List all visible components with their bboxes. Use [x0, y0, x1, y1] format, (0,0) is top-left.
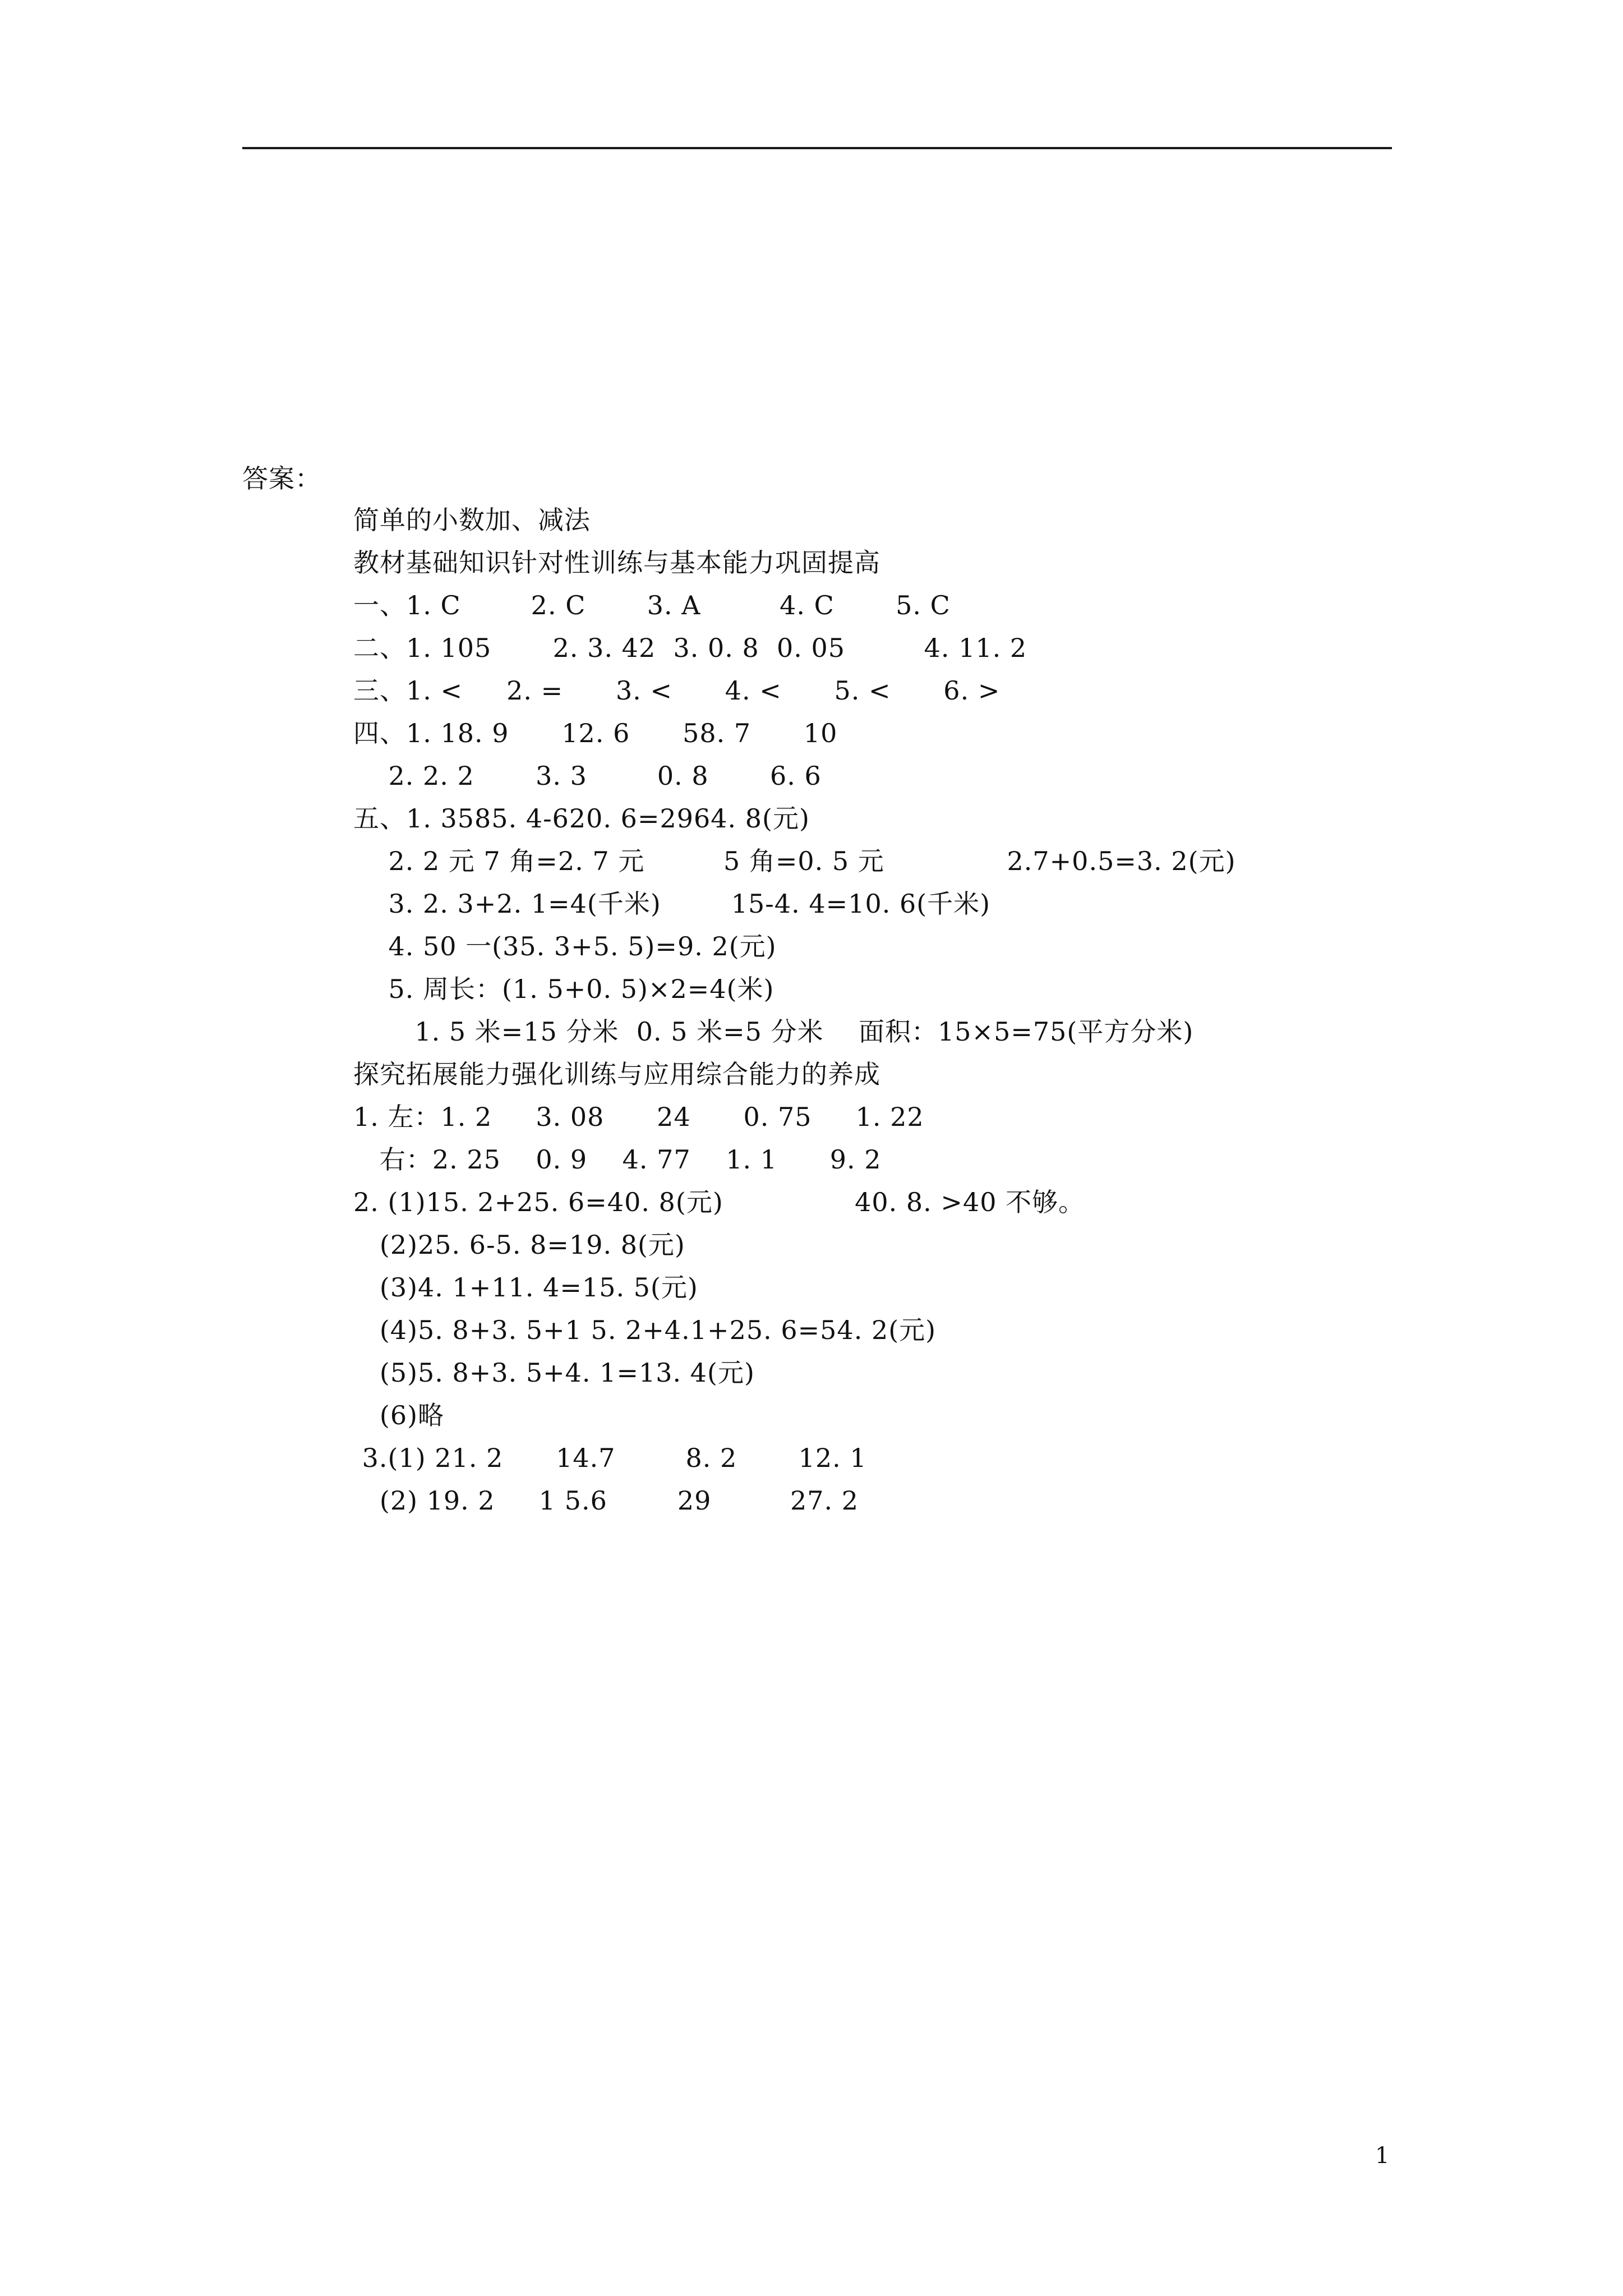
answer-line: 2. (1)15. 2+25. 6=40. 8(元) 40. 8. >40 不够。: [353, 1187, 1085, 1217]
answer-line: (5)5. 8+3. 5+4. 1=13. 4(元): [353, 1358, 755, 1388]
answer-line: 1. 左：1. 2 3. 08 24 0. 75 1. 22: [353, 1102, 924, 1132]
answer-line: 5. 周长：(1. 5+0. 5)×2=4(米): [353, 974, 774, 1004]
answer-line: 1. 5 米=15 分米 0. 5 米=5 分米 面积：15×5=75(平方分米): [353, 1016, 1194, 1047]
header-rule: [242, 147, 1392, 149]
section-title: 简单的小数加、减法: [353, 505, 591, 535]
answer-line: 五、1. 3585. 4-620. 6=2964. 8(元): [353, 803, 810, 834]
subsection-title: 探究拓展能力强化训练与应用综合能力的养成: [353, 1059, 880, 1089]
answer-line: (3)4. 1+11. 4=15. 5(元): [353, 1272, 698, 1303]
answer-heading: 答案：: [242, 463, 321, 494]
answer-line: 3. 2. 3+2. 1=4(千米) 15-4. 4=10. 6(千米): [353, 889, 991, 919]
answer-line: 3.(1) 21. 2 14.7 8. 2 12. 1: [353, 1443, 867, 1473]
answer-line: (2) 19. 2 1 5.6 29 27. 2: [353, 1485, 859, 1516]
answer-line: (2)25. 6-5. 8=19. 8(元): [353, 1230, 685, 1260]
answer-line: 二、1. 105 2. 3. 42 3. 0. 8 0. 05 4. 11. 2: [353, 633, 1027, 663]
answer-line: 一、1. C 2. C 3. A 4. C 5. C: [353, 590, 951, 620]
answer-line: 2. 2 元 7 角=2. 7 元 5 角=0. 5 元 2.7+0.5=3. 2(元): [353, 846, 1236, 876]
subsection-title: 教材基础知识针对性训练与基本能力巩固提高: [353, 547, 880, 578]
answer-line: 右：2. 25 0. 9 4. 77 1. 1 9. 2: [353, 1144, 882, 1175]
answer-line: 三、1. < 2. = 3. < 4. < 5. < 6. >: [353, 675, 1000, 706]
answer-line: 4. 50 一(35. 3+5. 5)=9. 2(元): [353, 931, 777, 961]
answer-line: (4)5. 8+3. 5+1 5. 2+4.1+25. 6=54. 2(元): [353, 1315, 937, 1345]
answer-line: 四、1. 18. 9 12. 6 58. 7 10: [353, 718, 838, 748]
answer-line: 2. 2. 2 3. 3 0. 8 6. 6: [353, 761, 822, 791]
page-number: 1: [1375, 2143, 1390, 2169]
answer-line: (6)略: [353, 1400, 445, 1430]
